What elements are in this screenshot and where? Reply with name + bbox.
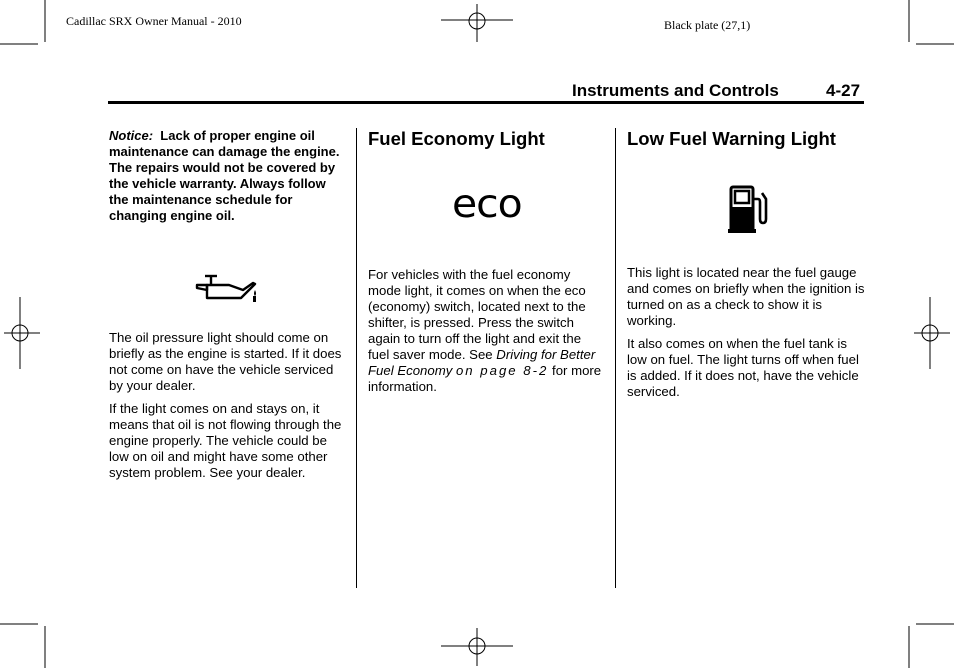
notice-label: Notice: <box>109 128 154 143</box>
column-fuel-economy <box>368 128 606 402</box>
fuel-economy-ref-page[interactable]: on page 8-2 <box>455 363 549 378</box>
column-oil <box>109 128 347 488</box>
oil-paragraph-2: If the light comes on and stays on, it means that oil is not flowing through the engine properly. The vehicle could be low on oil and might have some other system problem. See your dealer. <box>109 401 342 480</box>
fuel-economy-heading: Fuel Economy Light <box>368 128 545 149</box>
column-low-fuel <box>627 128 865 407</box>
fuel-economy-paragraph <box>368 267 606 395</box>
oil-can-icon <box>195 274 347 306</box>
oil-paragraph-1: The oil pressure light should come on briefly as the engine is started. If it does not come on have the vehicle serviced by your dealer. <box>109 330 342 393</box>
low-fuel-heading: Low Fuel Warning Light <box>627 128 836 149</box>
fuel-pump-icon <box>728 185 865 235</box>
fuel-economy-body-end: for more information. <box>368 363 602 394</box>
fuel-economy-ref-title[interactable]: Driving for Better Fuel Economy <box>368 347 596 378</box>
notice-text: Lack of proper engine oil maintenance can damage the engine. The repairs would not be covered by the vehicle warranty. Always follow the maintenance schedule for changing engine oil. <box>109 128 340 223</box>
print-left-label: Cadillac SRX Owner Manual - 2010 <box>66 14 242 28</box>
column-divider <box>615 128 616 588</box>
print-right-label: Black plate (27,1) <box>664 18 751 32</box>
low-fuel-paragraph-2: It also comes on when the fuel tank is low on fuel. The light turns off when fuel is added. If it does not, have the vehicle serviced. <box>627 336 859 399</box>
eco-symbol: eco <box>452 182 522 227</box>
section-title: Instruments and Controls <box>572 81 779 100</box>
notice-block <box>109 128 347 224</box>
header-rule <box>108 101 864 104</box>
column-divider <box>356 128 357 588</box>
low-fuel-paragraph-1: This light is located near the fuel gauge and comes on briefly when the ignition is turned on as a check to show it is working. <box>627 265 865 328</box>
fuel-economy-body: For vehicles with the fuel economy mode light, it comes on when the eco (economy) switch, located next to the shifter, is pressed. Press the switch again to turn off the light and exit the fuel saver mode. See <box>368 267 586 362</box>
page-number: 4-27 <box>826 81 861 100</box>
